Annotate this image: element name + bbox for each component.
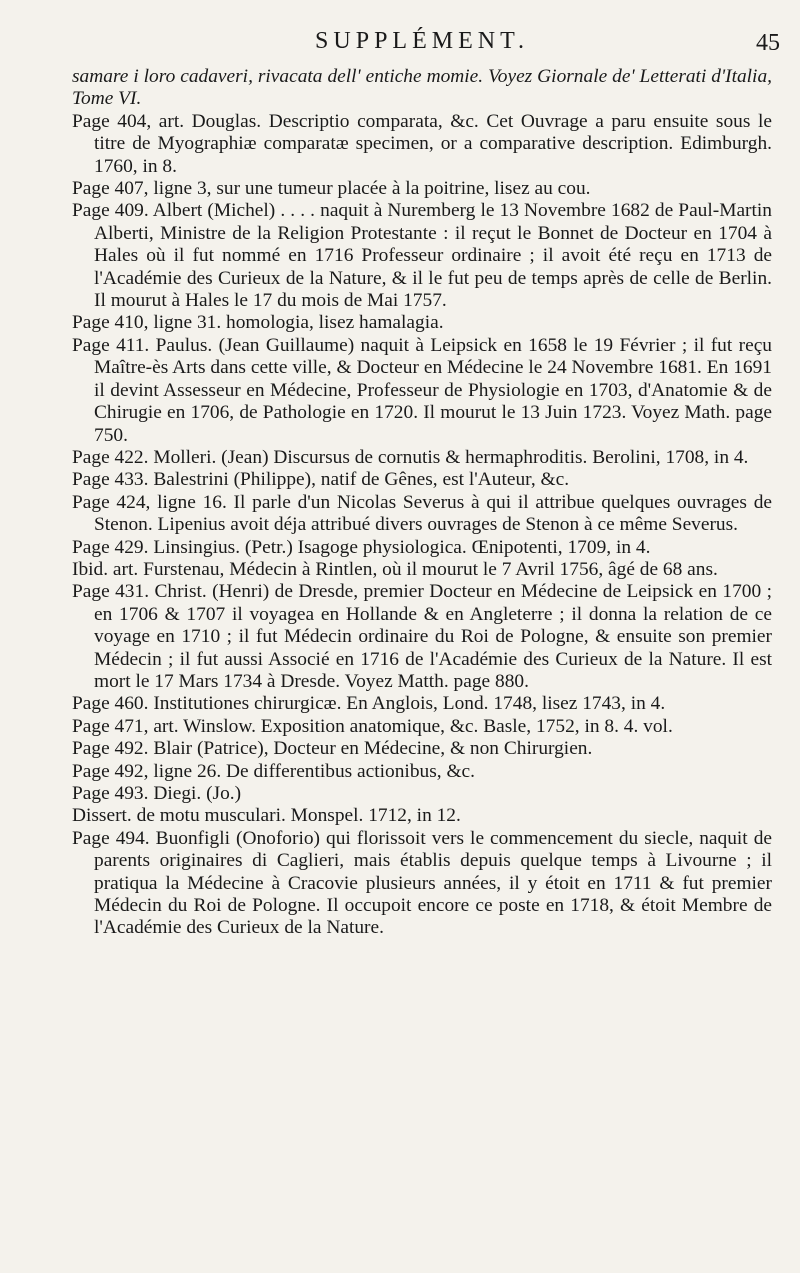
entry: Page 411. Paulus. (Jean Guillaume) naquit à Leipsick en 1658 le 19 Février ; il fut reçu Maître-ès Arts dans cette ville, & Docteur en Médecine le 24 Novembre 1681. En 1691 il devint Assesseur en Médecine, Professeur de Physiologie en 1703, d'Anatomie & de Chirugie en 1706, de Pathologie en 1720. Il mourut le 13 Juin 1723. Voyez Math. page 750.	[72, 334, 772, 446]
entry: Page 492. Blair (Patrice), Docteur en Médecine, & non Chirurgien.	[72, 738, 593, 760]
entry: Page 431. Christ. (Henri) de Dresde, premier Docteur en Médecine de Leipsick en 1700 ; en 1706 & 1707 il voyagea en Hollande & en Angleterre ; il donna la relation de ce voyage en 1710 ; il fut Médecin ordinaire du Roi de Pologne, & ensuite son premier Médecin ; il fut aussi Associé en 1716 de l'Académie des Curieux de la Nature. Il est mort le 17 Mars 1734 à Dresde. Voyez Matth. page 880.	[72, 581, 772, 692]
page-header	[72, 28, 780, 66]
entry: Page 471, art. Winslow. Exposition anatomique, &c. Basle, 1752, in 8. 4. vol.	[72, 715, 673, 737]
entry: Page 429. Linsingius. (Petr.) Isagoge physiologica. Œnipotenti, 1709, in 4.	[72, 536, 651, 558]
entry: Page 410, ligne 31. homologia, lisez hamalagia.	[72, 312, 444, 334]
entry: Page 460. Institutiones chirurgicæ. En Anglois, Lond. 1748, lisez 1743, in 4.	[72, 693, 666, 715]
page-number: 45	[756, 30, 780, 56]
running-title: SUPPLÉMENT.	[315, 28, 529, 54]
book-page	[72, 28, 780, 940]
entry: Page 492, ligne 26. De differentibus actionibus, &c.	[72, 760, 475, 782]
entry: Page 407, ligne 3, sur une tumeur placée à la poitrine, lisez au cou.	[72, 178, 591, 200]
entry-continuation: samare i loro cadaveri, rivacata dell' entiche momie. Voyez Giornale de' Letterati d'Italia, Tome VI.	[72, 66, 772, 110]
entry: Page 494. Buonfigli (Onoforio) qui florissoit vers le commencement du siecle, naquit de parents originaires di Caglieri, mais établis depuis quelque temps à Livourne ; il pratiqua la Médecine à Cracovie plusieurs années, il y étoit en 1711 & fut premier Médecin du Roi de Pologne. Il occupoit encore ce poste en 1718, & étoit Membre de l'Académie des Curieux de la Nature.	[72, 827, 772, 939]
entry: Page 404, art. Douglas. Descriptio comparata, &c. Cet Ouvrage a paru ensuite sous le titre de Myographiæ comparatæ specimen, or a comparative description. Edimburgh. 1760, in 8.	[72, 110, 772, 177]
entry: Page 422. Molleri. (Jean) Discursus de cornutis & hermaphroditis. Berolini, 1708, in 4.	[72, 446, 749, 468]
entry: Page 409. Albert (Michel) . . . . naquit à Nuremberg le 13 Novembre 1682 de Paul-Martin Alberti, Ministre de la Religion Protestante : il reçut le Bonnet de Docteur en 1704 à Hales où il fut nommé en 1716 Professeur ordinaire ; il avoit été reçu en 1713 de l'Académie des Curieux de la Nature, & il le fut peu de temps après de celle de Berlin. Il mourut à Hales le 17 du mois de Mai 1757.	[72, 200, 772, 312]
entry: Dissert. de motu musculari. Monspel. 1712, in 12.	[72, 805, 461, 827]
entry: Ibid. art. Furstenau, Médecin à Rintlen, où il mourut le 7 Avril 1756, âgé de 68 ans.	[72, 558, 718, 580]
entry-list	[72, 66, 772, 940]
entry: Page 433. Balestrini (Philippe), natif de Gênes, est l'Auteur, &c.	[72, 469, 570, 491]
entry: Page 424, ligne 16. Il parle d'un Nicolas Severus à qui il attribue quelques ouvrages de Stenon. Lipenius avoit déja attribué divers ouvrages de Stenon à ce même Severus.	[72, 491, 772, 536]
entry: Page 493. Diegi. (Jo.)	[72, 783, 242, 804]
